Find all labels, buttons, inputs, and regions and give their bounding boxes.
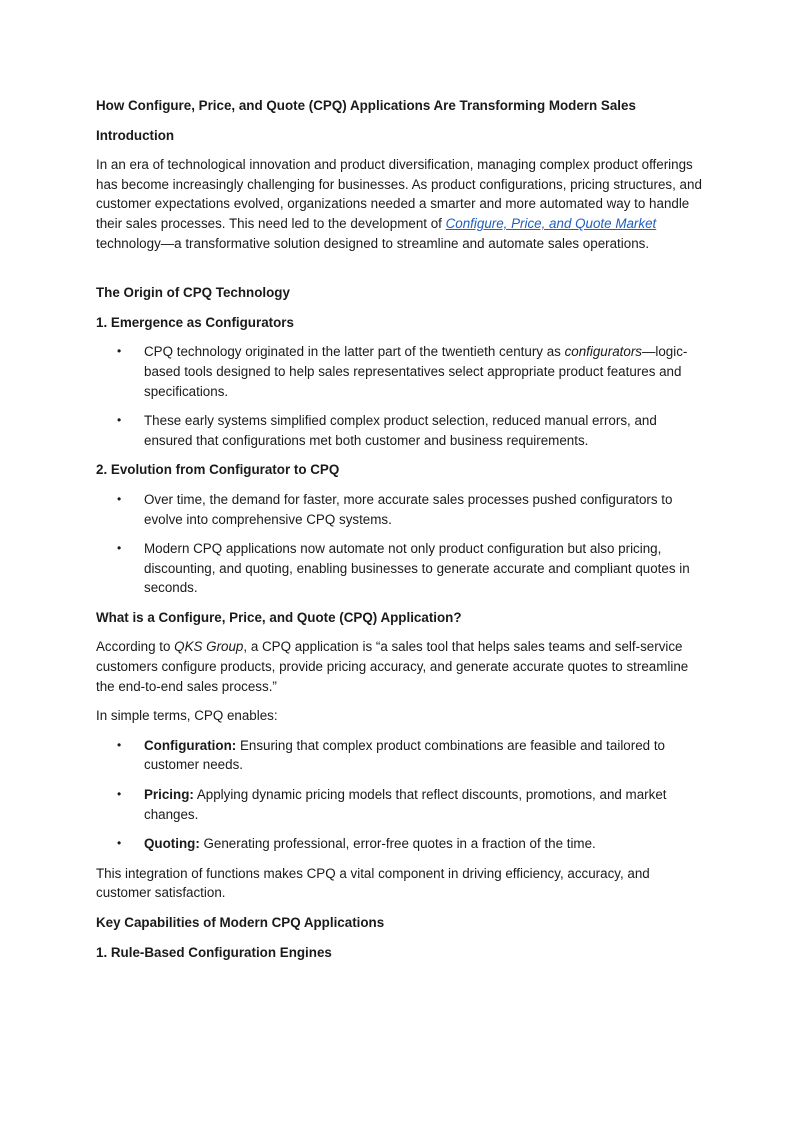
- list-item: [96, 490, 702, 529]
- italic-term: QKS Group: [174, 639, 244, 655]
- list-text: CPQ technology originated in the latter part of the twentieth century as: [144, 344, 565, 360]
- capabilities-sub1-heading: 1. Rule-Based Configuration Engines: [96, 944, 332, 960]
- para-text: According to: [96, 639, 175, 655]
- what-heading: What is a Configure, Price, and Quote (CPQ) Application?: [96, 609, 462, 625]
- bullet-icon: •: [117, 491, 122, 506]
- intro-text-after: technology—a transformative solution designed to streamline and automate sales operations.: [96, 235, 650, 251]
- origin-sub1-heading: 1. Emergence as Configurators: [96, 314, 294, 330]
- list-text: Modern CPQ applications now automate not only product configuration but also pricing, discounting, and quoting, enabling businesses to generate accurate and compliant quotes in seconds.: [144, 541, 690, 596]
- capabilities-heading: Key Capabilities of Modern CPQ Applications: [96, 915, 385, 930]
- list-item: [96, 785, 702, 824]
- cpq-market-link[interactable]: Configure, Price, and Quote Market: [445, 215, 657, 231]
- list-text: Generating professional, error-free quotes in a fraction of the time.: [199, 836, 596, 852]
- bullet-icon: •: [117, 413, 122, 428]
- document-title: How Configure, Price, and Quote (CPQ) Applications Are Transforming Modern Sales: [96, 98, 636, 113]
- origin-sub1-list: [96, 342, 702, 450]
- list-text: —logic-based tools designed to help sales representatives select appropriate product features and specifications.: [144, 344, 688, 399]
- bullet-icon: •: [117, 344, 122, 359]
- italic-term: configurators: [564, 344, 642, 360]
- what-paragraph-3: This integration of functions makes CPQ a vital component in driving efficiency, accuracy, and customer satisfaction.: [96, 865, 650, 901]
- bullet-icon: •: [117, 737, 122, 752]
- list-item: [96, 736, 702, 775]
- bullet-icon: •: [117, 787, 122, 802]
- what-list: [96, 736, 702, 854]
- origin-sub2-heading: 2. Evolution from Configurator to CPQ: [96, 462, 340, 478]
- list-text: Applying dynamic pricing models that reflect discounts, promotions, and market changes.: [144, 787, 667, 822]
- intro-text-before: In an era of technological innovation and product diversification, managing complex product offerings has become increasingly challenging for businesses. As product configurations, pricing structures, and customer expectations evolved, organizations needed a smarter and more automated way to handle their sales processes. This need led to the development of: [96, 157, 702, 231]
- bullet-icon: •: [117, 836, 122, 851]
- list-lead: Quoting:: [144, 836, 200, 852]
- intro-paragraph: [96, 155, 702, 253]
- list-lead: Pricing:: [144, 787, 194, 803]
- intro-heading: Introduction: [96, 127, 175, 143]
- origin-sub2-list: [96, 490, 702, 598]
- list-item: [96, 411, 702, 450]
- what-paragraph-2: In simple terms, CPQ enables:: [96, 708, 278, 724]
- list-item: [96, 834, 702, 854]
- origin-heading: The Origin of CPQ Technology: [96, 285, 290, 301]
- list-lead: Configuration:: [144, 737, 237, 753]
- bullet-icon: •: [117, 541, 122, 556]
- para-text: , a CPQ application is “a sales tool that helps sales teams and self-service customers configure products, provide pricing accuracy, and generate accurate quotes to streamline the end-to-end sales process.”: [96, 639, 689, 694]
- list-item: [96, 539, 702, 598]
- list-item: [96, 342, 702, 401]
- list-text: Over time, the demand for faster, more accurate sales processes pushed configurators to evolve into comprehensive CPQ systems.: [144, 491, 673, 527]
- list-text: These early systems simplified complex product selection, reduced manual errors, and ensured that configurations met both customer and business requirements.: [144, 413, 657, 448]
- what-paragraph-1: [96, 637, 702, 696]
- list-text: Ensuring that complex product combinations are feasible and tailored to customer needs.: [144, 737, 665, 773]
- document-page: [96, 96, 702, 972]
